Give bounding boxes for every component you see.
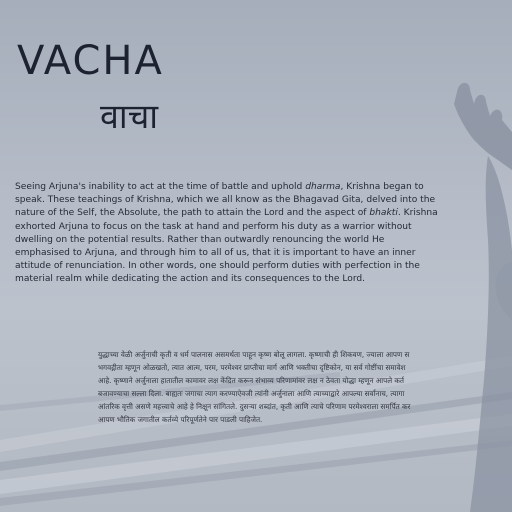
term-bhakti: bhakti (369, 208, 398, 219)
description-text: . Krishna exhorted Arjuna to focus on the task at hand and perform his duty as a warrior without dwelling on the potential results. Rather than outwardly renouncing the world He emphasised to Arjuna, and through him to all of us, that it is important to have an inner attitude of renunciation. In other words, one should perform duties with perfection in the material realm while dedicating the action and its consequences to the Lord. (15, 208, 438, 285)
marathi-line: भगवद्गीता म्हणून ओळखतो, त्यात आत्म, परम, परमेश्वर प्राप्तीचा मार्ग आणि भक्तीचा दृष्टिकोन, या सर्व गोष्टींचा समावेश (98, 363, 406, 373)
description-text: , Krishna began to speak. These teachings of Krishna, which we all know as the Bhagavad Gita, delved into the nature of the Self, the Absolute, the path to attain the Lord and the aspect of (15, 182, 436, 219)
term-dharma: dharma (305, 182, 341, 192)
marathi-line: आंतरिक वृत्ती असणे महत्त्वाचे आहे हे निक्षून सांगितले. दुसऱ्या शब्दांत, कृती आणि त्याचे परिणाम परमेश्वराला समर्पित कर (98, 402, 411, 412)
marathi-line: आहे. कृष्णाने अर्जुनाला हातातील कामावर लक्ष केंद्रित करून संभाव्य परिणामांवर लक्ष न ठेवता योद्धा म्हणून आपले कर्त (98, 376, 404, 386)
page-title-marathi: वाचा (100, 97, 159, 137)
marathi-line: बजावण्याचा सल्ला दिला. बाह्यतः जगाचा त्याग करण्याऐवजी त्यांनी अर्जुनाला आणि त्याच्याद्वारे आपल्या सर्वांनाच, त्यागा (98, 389, 405, 399)
description-text: Seeing Arjuna's inability to act at the time of battle and uphold (15, 182, 306, 192)
description-marathi (98, 348, 512, 427)
description-english (15, 181, 439, 287)
marathi-line: आपण भौतिक जगातील कर्तव्ये परिपूर्णतेने पार पाडली पाहिजेत. (98, 415, 263, 425)
marathi-line: युद्धाच्या वेळी अर्जुनाची कृती व धर्म पालनास असमर्थता पाहून कृष्ण बोलू लागला. कृष्णाची ही शिकवण, ज्याला आपण स (98, 350, 410, 359)
page-title: VACHA (17, 38, 164, 84)
